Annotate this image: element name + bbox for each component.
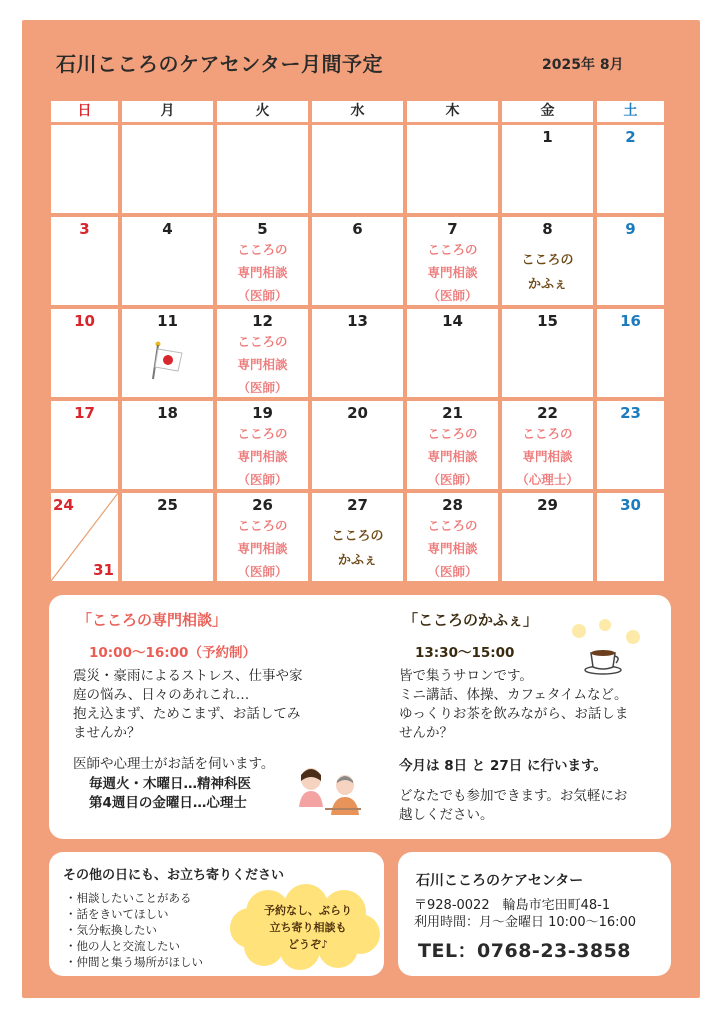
day-number: 29: [537, 496, 558, 514]
phone-number[interactable]: TEL：0768-23-3858: [418, 940, 632, 962]
consult-event-label: （医師）: [427, 472, 478, 487]
consult-event-label: こころの: [427, 518, 478, 533]
day-number: 30: [620, 496, 641, 514]
day-number: 28: [442, 496, 463, 514]
day-number: 21: [442, 404, 463, 422]
calendar-day: [407, 493, 498, 581]
calendar-day: [502, 217, 593, 305]
consult-schedule-psychologist: 第4週目の金曜日…心理士: [89, 795, 247, 811]
list-item: ・仲間と集う場所がほしい: [65, 955, 203, 969]
calendar-day: [597, 125, 664, 213]
cafe-description: 皆で集うサロンです。 ミニ講話、体操、カフェタイムなど。 ゆっくりお茶を飲みながら、お話しま せんか？: [399, 668, 629, 741]
day-number: 10: [74, 312, 95, 330]
calendar-day: [502, 493, 593, 581]
day-number: 31: [93, 561, 114, 579]
dropin-list: [65, 890, 203, 970]
calendar-day: [51, 493, 118, 581]
day-number: [312, 125, 403, 128]
day-number: [407, 125, 498, 128]
day-number: 22: [537, 404, 558, 422]
weekday-label: 月: [122, 101, 213, 122]
contact-box: [398, 852, 671, 976]
consult-event-label: こころの: [237, 518, 288, 533]
calendar-day: [502, 125, 593, 213]
consult-description: 震災・豪雨によるストレス、仕事や家 庭の悩み、日々のあれこれ… 抱え込まず、ためこまず、お話してみ ませんか？: [73, 668, 303, 741]
calendar-day: [312, 217, 403, 305]
day-number: 18: [157, 404, 178, 422]
weekday-label: 日: [51, 101, 118, 122]
day-number: 6: [352, 220, 363, 238]
consult-schedule-psychiatrist: 毎週火・木曜日…精神科医: [89, 776, 251, 792]
cafe-dates: 今月は 8日 と 27日 に行います。: [399, 758, 607, 774]
japanese-flag-icon: [150, 341, 186, 381]
organization-name: 石川こころのケアセンター: [416, 873, 584, 889]
consult-event-label: こころの: [237, 242, 288, 257]
weekday-label: 金: [502, 101, 593, 122]
consult-event-label: こころの: [237, 426, 288, 441]
calendar-day: [51, 401, 118, 489]
day-number: 15: [537, 312, 558, 330]
consult-event-label: こころの: [522, 426, 573, 441]
calendar-day: [217, 493, 308, 581]
calendar-day: [597, 401, 664, 489]
cafe-event-label: こころの: [521, 253, 574, 268]
consult-event-label: こころの: [427, 242, 478, 257]
year-month: 2025年 8月: [542, 57, 624, 73]
dropin-bubble: 予約なし、ぶらり 立ち寄り相談も どうぞ♪: [264, 904, 352, 951]
list-item: ・気分転換したい: [65, 923, 157, 937]
address-block: [414, 897, 636, 931]
day-number: 13: [347, 312, 368, 330]
consult-event-label: 専門相談: [427, 541, 478, 556]
day-number: 20: [347, 404, 368, 422]
consult-event-label: （医師）: [237, 380, 288, 395]
list-item: ・他の人と交流したい: [65, 939, 180, 953]
day-number: 7: [447, 220, 458, 238]
calendar-day: [122, 493, 213, 581]
consult-event-label: 専門相談: [237, 357, 288, 372]
consult-event-label: こころの: [427, 426, 478, 441]
calendar-day: [122, 309, 213, 397]
day-number: 11: [157, 312, 178, 330]
consult-staff: 医師や心理士がお話を伺います。: [73, 756, 275, 772]
consult-time: 10:00～16:00（予約制）: [89, 645, 256, 661]
consult-event-label: 専門相談: [237, 541, 288, 556]
consult-event-label: （医師）: [427, 288, 478, 303]
day-number: [51, 125, 118, 128]
calendar-day: [407, 401, 498, 489]
day-number: 8: [542, 220, 553, 238]
day-number: 16: [620, 312, 641, 330]
info-panel: [49, 595, 671, 839]
weekday-label: 木: [407, 101, 498, 122]
list-item: ・話をきいてほしい: [65, 907, 169, 921]
day-number: 24: [53, 496, 74, 514]
cafe-event-label: こころの: [331, 529, 384, 544]
dropin-title: その他の日にも、お立ち寄りください: [63, 868, 285, 883]
consult-event-label: （医師）: [237, 288, 288, 303]
consult-event-label: 専門相談: [237, 449, 288, 464]
opening-hours: 利用時間：月～金曜日 10:00～16:00: [414, 915, 637, 930]
calendar-day: [122, 217, 213, 305]
consult-event-label: （心理士）: [516, 472, 579, 487]
list-item: ・相談したいことがある: [65, 891, 192, 905]
calendar-day: [407, 217, 498, 305]
consult-event-label: （医師）: [427, 564, 478, 579]
calendar-day: [312, 309, 403, 397]
day-number: 23: [620, 404, 641, 422]
page-title: 石川こころのケアセンター月間予定: [56, 52, 383, 76]
consult-title: 「こころの専門相談」: [77, 611, 228, 629]
day-number: [122, 125, 213, 128]
calendar-grid: [51, 125, 670, 581]
calendar-day: [217, 309, 308, 397]
consult-event-label: こころの: [237, 334, 288, 349]
weekday-label: 土: [597, 101, 664, 122]
weekday-header: [51, 101, 670, 122]
cafe-time: 13:30～15:00: [415, 645, 515, 661]
consult-event-label: （医師）: [237, 472, 288, 487]
day-number: 26: [252, 496, 273, 514]
consult-event-label: （医師）: [237, 564, 288, 579]
weekday-label: 火: [217, 101, 308, 122]
consult-event-label: 専門相談: [427, 449, 478, 464]
postal-address: 〒928-0022 輪島市宅田町48-1: [414, 898, 611, 913]
day-number: 25: [157, 496, 178, 514]
calendar-day: [597, 217, 664, 305]
cafe-event-label: かふぇ: [337, 553, 377, 568]
cafe-event-label: かふぇ: [527, 277, 567, 292]
day-number: 17: [74, 404, 95, 422]
day-number: 2: [625, 128, 636, 146]
calendar-day: [217, 217, 308, 305]
consult-event-label: 専門相談: [237, 265, 288, 280]
day-number: 27: [347, 496, 368, 514]
consult-event-label: 専門相談: [522, 449, 573, 464]
cafe-note: どなたでも参加できます。お気軽にお 越しください。: [399, 788, 628, 823]
calendar-day: [597, 309, 664, 397]
day-number: 3: [79, 220, 90, 238]
calendar-day: [51, 125, 118, 213]
calendar-day: [217, 125, 308, 213]
calendar: [51, 101, 670, 581]
calendar-day: [122, 125, 213, 213]
calendar-day: [217, 401, 308, 489]
calendar-day: [312, 493, 403, 581]
counseling-people-icon: [297, 761, 369, 823]
calendar-day: [502, 401, 593, 489]
calendar-day: [312, 401, 403, 489]
day-number: 5: [257, 220, 268, 238]
day-number: 1: [542, 128, 553, 146]
day-number: 12: [252, 312, 273, 330]
calendar-day: [407, 125, 498, 213]
calendar-day: [407, 309, 498, 397]
day-number: [217, 125, 308, 128]
day-number: 19: [252, 404, 273, 422]
calendar-day: [122, 401, 213, 489]
day-number: 4: [162, 220, 173, 238]
calendar-day: [51, 309, 118, 397]
day-number: 14: [442, 312, 463, 330]
consult-event-label: 専門相談: [427, 265, 478, 280]
cafe-title: 「こころのかふぇ」: [403, 611, 539, 629]
calendar-day: [597, 493, 664, 581]
calendar-day: [51, 217, 118, 305]
day-number: 9: [625, 220, 636, 238]
weekday-label: 水: [312, 101, 403, 122]
calendar-day: [312, 125, 403, 213]
calendar-day: [502, 309, 593, 397]
